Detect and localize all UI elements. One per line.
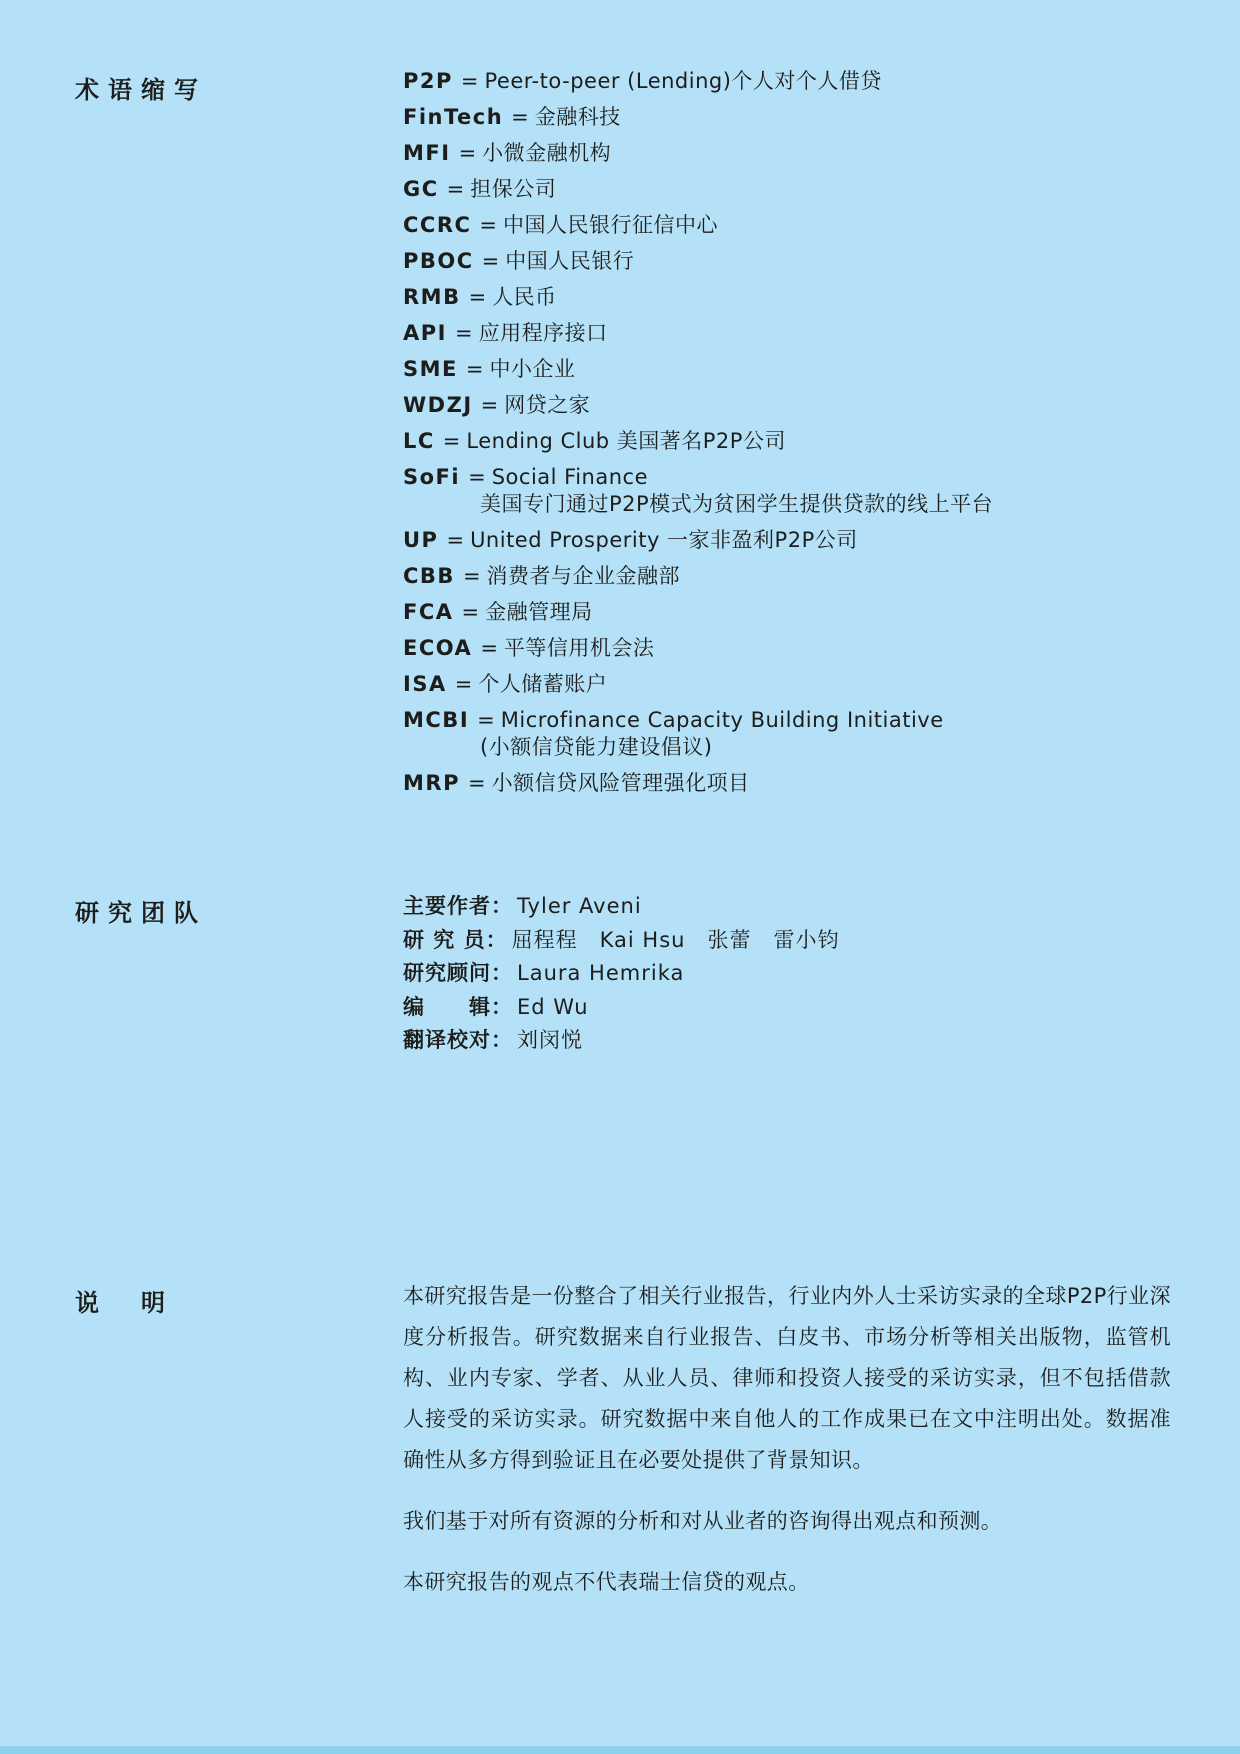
glossary-term — [403, 430, 1183, 453]
glossary-term — [403, 358, 1183, 381]
term-separator: = — [468, 465, 486, 489]
note-paragraph: 我们基于对所有资源的分析和对从业者的咨询得出观点和预测。 — [403, 1509, 1003, 1533]
member-name: Laura Hemrika — [517, 961, 685, 985]
term-separator: = — [480, 393, 499, 417]
term-definition: United Prosperity 一家非盈利P2P公司 — [470, 528, 858, 552]
team-member — [403, 994, 1183, 1019]
term-abbr: FinTech — [403, 105, 504, 129]
term-definition: 金融管理局 — [485, 600, 593, 624]
glossary-term — [403, 322, 1183, 345]
term-abbr: MCBI — [403, 708, 470, 732]
team-list — [403, 896, 1183, 1064]
term-definition: 平等信用机会法 — [503, 636, 655, 660]
team-member — [403, 1030, 1183, 1051]
term-abbr: UP — [403, 528, 439, 552]
term-separator: = — [442, 429, 461, 453]
term-definition: 小微金融机构 — [482, 141, 612, 165]
glossary-term — [403, 601, 1183, 624]
term-abbr: LC — [403, 429, 435, 453]
term-separator: = — [454, 321, 473, 345]
term-abbr: API — [403, 321, 447, 345]
member-name: 屈程程 Kai Hsu 张蕾 雷小钧 — [511, 927, 840, 952]
member-role: 翻译校对： — [403, 1028, 513, 1052]
term-definition: Lending Club 美国著名P2P公司 — [466, 429, 786, 453]
glossary-term — [403, 565, 1183, 588]
term-definition: Peer-to-peer (Lending)个人对个人借贷 — [484, 69, 882, 93]
term-separator: = — [446, 528, 465, 552]
notes-heading: 说 明 — [75, 1289, 174, 1317]
member-name: Ed Wu — [517, 994, 589, 1019]
glossary-term — [403, 106, 1183, 129]
glossary-term — [403, 70, 1183, 93]
team-member — [403, 963, 1183, 984]
glossary-term — [403, 772, 1183, 795]
term-abbr: FCA — [403, 600, 454, 624]
term-definition: 中小企业 — [489, 357, 576, 381]
term-separator: = — [454, 672, 473, 696]
glossary-term — [403, 142, 1183, 165]
member-role: 研究顾问： — [403, 961, 513, 985]
term-abbr: WDZJ — [403, 393, 473, 417]
term-separator: = — [458, 141, 477, 165]
term-abbr: SME — [403, 357, 458, 381]
glossary-heading: 术语缩写 — [75, 76, 207, 104]
note-paragraph: 本研究报告的观点不代表瑞士信贷的观点。 — [403, 1570, 810, 1594]
term-separator: = — [480, 636, 498, 660]
term-separator: = — [460, 69, 479, 93]
term-abbr: MFI — [403, 141, 451, 165]
term-abbr: ECOA — [403, 636, 473, 660]
term-separator: = — [467, 771, 486, 795]
term-definition: 个人储蓄账户 — [478, 672, 608, 696]
term-abbr: P2P — [403, 69, 453, 93]
term-abbr: MRP — [403, 771, 460, 795]
term-definition: 消费者与企业金融部 — [486, 564, 681, 588]
term-definition: 小额信贷风险管理强化项目 — [491, 771, 750, 795]
term-definition-line2: 美国专门通过P2P模式为贫困学生提供贷款的线上平台 — [480, 492, 994, 516]
term-definition: Microfinance Capacity Building Initiative — [500, 708, 944, 732]
term-abbr: PBOC — [403, 249, 474, 273]
term-separator: = — [481, 249, 500, 273]
member-name: Tyler Aveni — [517, 894, 642, 918]
glossary-term — [403, 250, 1183, 273]
term-separator: = — [446, 177, 465, 201]
term-definition: 中国人民银行征信中心 — [503, 213, 719, 237]
member-role: 主要作者： — [403, 894, 513, 918]
term-abbr: CCRC — [403, 213, 472, 237]
term-separator: = — [511, 105, 529, 129]
glossary-term — [403, 529, 1183, 552]
term-definition: 担保公司 — [470, 177, 557, 201]
term-separator: = — [462, 564, 481, 588]
term-definition: 中国人民银行 — [505, 249, 635, 273]
term-separator: = — [479, 213, 498, 237]
term-definition: 网贷之家 — [504, 393, 591, 417]
team-heading: 研究团队 — [75, 899, 207, 927]
term-separator: = — [477, 708, 495, 732]
glossary-list — [403, 70, 1183, 808]
term-separator: = — [468, 285, 487, 309]
member-name: 刘闵悦 — [517, 1028, 583, 1052]
member-role: 编 辑： — [403, 994, 513, 1019]
team-member — [403, 896, 1183, 917]
glossary-term — [403, 394, 1183, 417]
notes-block — [403, 1276, 1183, 1603]
term-abbr: SoFi — [403, 465, 461, 489]
term-abbr: CBB — [403, 564, 455, 588]
term-abbr: GC — [403, 177, 439, 201]
term-definition: Social Finance — [491, 465, 648, 489]
team-member — [403, 927, 1183, 952]
glossary-term — [403, 466, 1183, 516]
term-definition: 应用程序接口 — [478, 321, 608, 345]
glossary-term — [403, 673, 1183, 696]
term-abbr: RMB — [403, 285, 461, 309]
term-separator: = — [465, 357, 484, 381]
bottom-accent-bar — [0, 1746, 1240, 1754]
term-definition: 人民币 — [492, 285, 557, 309]
note-paragraph: 本研究报告是一份整合了相关行业报告，行业内外人士采访实录的全球P2P行业深度分析报告。研究数据来自行业报告、白皮书、市场分析等相关出版物，监管机构、业内专家、学者、从业人员、律师和投资人接受的采访实录，但不包括借款人接受的采访实录。研究数据中来自他人的工作成果已在文中注明出处。数据准确性从多方得到验证且在必要处提供了背景知识。 — [403, 1284, 1171, 1472]
glossary-term — [403, 286, 1183, 309]
glossary-term — [403, 178, 1183, 201]
glossary-term — [403, 637, 1183, 660]
term-definition: 金融科技 — [534, 105, 621, 129]
term-definition-line2: (小额信贷能力建设倡议) — [480, 735, 713, 759]
glossary-term — [403, 709, 1183, 759]
term-abbr: ISA — [403, 672, 447, 696]
glossary-term — [403, 214, 1183, 237]
member-role: 研 究 员： — [403, 927, 508, 952]
term-separator: = — [461, 600, 480, 624]
